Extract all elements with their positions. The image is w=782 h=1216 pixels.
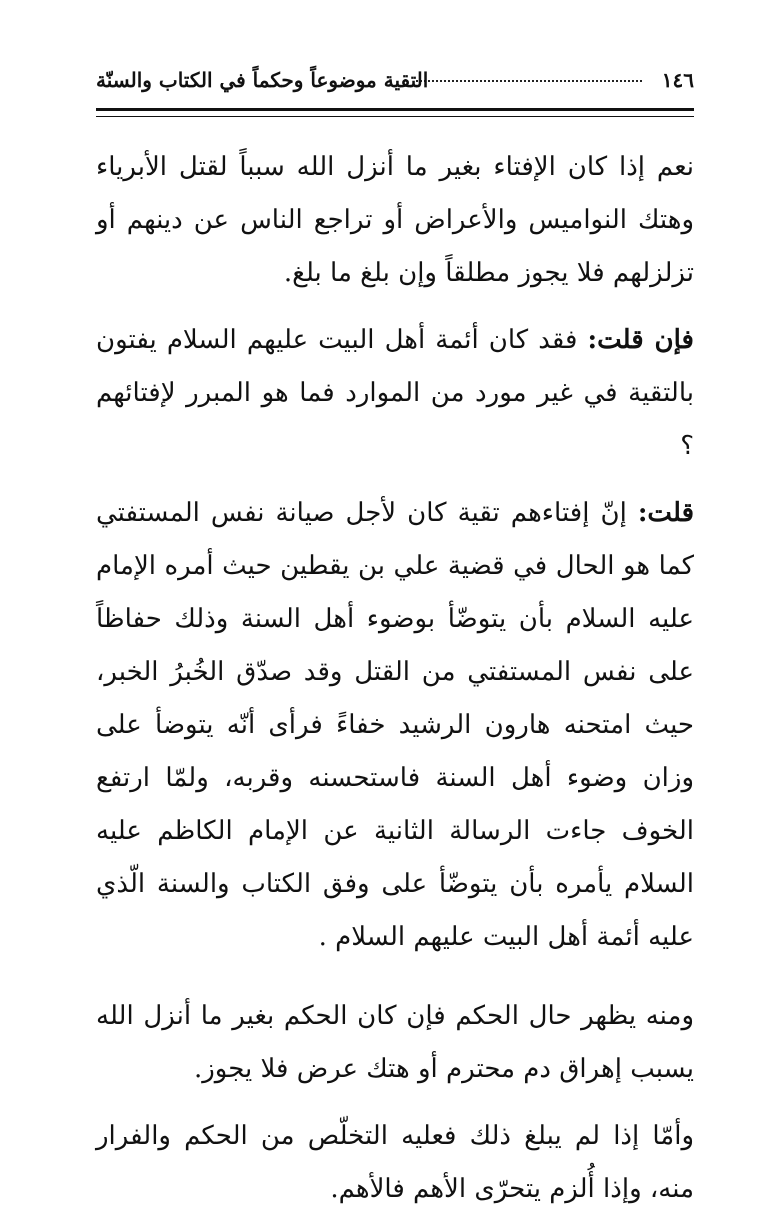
header-rule bbox=[96, 108, 694, 117]
paragraph-3 bbox=[96, 487, 694, 964]
running-header bbox=[96, 60, 694, 100]
paragraph-1 bbox=[96, 141, 694, 300]
paragraph-text: فقد كان أئمة أهل البيت عليهم السلام يفتون بالتقية في غير مورد من الموارد فما هو المبرر لإفتائهم ؟ bbox=[96, 325, 694, 461]
paragraph-text: ومنه يظهر حال الحكم فإن كان الحكم بغير ما أنزل الله يسبب إهراق دم محترم أو هتك عرض فلا يجوز. bbox=[96, 1001, 694, 1084]
paragraph-lead: فإن قلت: bbox=[587, 325, 694, 355]
book-page bbox=[96, 60, 694, 1204]
paragraph-lead: قلت: bbox=[637, 498, 694, 528]
body-text bbox=[96, 141, 694, 1216]
dotted-leader bbox=[416, 80, 642, 82]
paragraph-text: نعم إذا كان الإفتاء بغير ما أنزل الله سبباً لقتل الأبرياء وهتك النواميس والأعراض أو تراجع الناس عن دينهم أو تزلزلهم فلا يجوز مطلقاً وإن بلغ ما بلغ. bbox=[96, 152, 694, 288]
paragraph-5 bbox=[96, 1110, 694, 1216]
page-number: ١٤٦ bbox=[661, 68, 694, 92]
paragraph-4 bbox=[96, 990, 694, 1096]
running-title: التقية موضوعاً وحكماً في الكتاب والسنّة bbox=[96, 68, 429, 92]
paragraph-text: وأمّا إذا لم يبلغ ذلك فعليه التخلّص من الحكم والفرار منه، وإذا أُلزم يتحرّى الأهم فالأهم. bbox=[96, 1121, 694, 1204]
paragraph-text: إنّ إفتاءهم تقية كان لأجل صيانة نفس المستفتي كما هو الحال في قضية علي بن يقطين حيث أمره الإمام عليه السلام بأن يتوضّأ بوضوء أهل السنة وذلك حفاظاً على نفس المستفتي من القتل وقد صدّق الخُبرُ الخبر، حيث امتحنه هارون الرشيد خفاءً فرأى أنّه يتوضأ على وزان وضوء أهل السنة فاستحسنه وقربه، ولمّا ارتفع الخوف جاءت الرسالة الثانية عن الإمام الكاظم عليه السلام يأمره بأن يتوضّأ على وفق الكتاب والسنة الّذي عليه أئمة أهل البيت عليهم السلام . bbox=[96, 498, 694, 952]
paragraph-2 bbox=[96, 314, 694, 473]
